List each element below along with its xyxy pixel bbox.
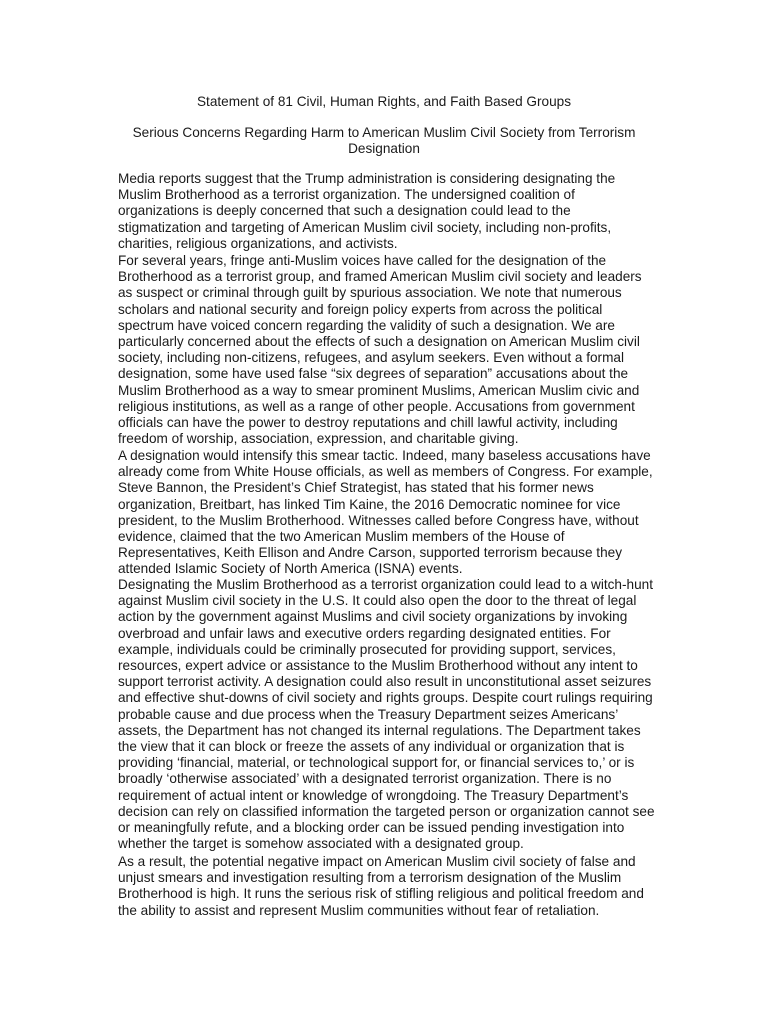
paragraph-2: For several years, fringe anti-Muslim voices have called for the designation of the Brotherhood as a terrorist group, and framed American Muslim civil society and leaders as suspect or criminal through guilt by spurious association. We note that numerous scholars and national security and foreign policy experts from across the political spectrum have voiced concern regarding the validity of such a designation. We are particularly concerned about the effects of such a designation on American Muslim civil society, including non-citizens, refugees, and asylum seekers. Even without a formal designation, some have used false “six degrees of separation” accusations about the Muslim Brotherhood as a way to smear prominent Muslims, American Muslim civic and religious institutions, as well as a range of other people. Accusations from government officials can have the power to destroy reputations and chill lawful activity, including freedom of worship, association, expression, and charitable giving. xyxy=(118,253,642,447)
document-title: Statement of 81 Civil, Human Rights, and Faith Based Groups xyxy=(196,94,571,109)
paragraph-3: A designation would intensify this smear tactic. Indeed, many baseless accusations have already come from White House officials, as well as members of Congress. For example, Steve Bannon, the President’s Chief Strategist, has stated that his former news organization, Breitbart, has linked Tim Kaine, the 2016 Democratic nominee for vice president, to the Muslim Brotherhood. Witnesses called before Congress have, without evidence, claimed that the two American Muslim members of the House of Representatives, Keith Ellison and Andre Carson, supported terrorism because they attended Islamic Society of North America (ISNA) events. xyxy=(118,448,653,577)
paragraph-4: Designating the Muslim Brotherhood as a terrorist organization could lead to a witch-hunt against Muslim civil society in the U.S. It could also open the door to the threat of legal action by the government against Muslims and civil society organizations by invoking overbroad and unfair laws and executive orders regarding designated entities. For example, individuals could be criminally prosecuted for providing support, services, resources, expert advice or assistance to the Muslim Brotherhood without any intent to support terrorist activity. A designation could also result in unconstitutional asset seizures and effective shut-downs of civil society and rights groups. Despite court rulings requiring probable cause and due process when the Treasury Department seizes Americans’ assets, the Department has not changed its internal regulations. The Department takes the view that it can block or freeze the assets of any individual or organization that is providing ‘financial, material, or technological support for, or financial services to,’ or is broadly ‘otherwise associated’ with a designated terrorist organization. There is no requirement of actual intent or knowledge of wrongdoing. The Treasury Department’s decision can rely on classified information the targeted person or organization cannot see or meaningfully refute, and a blocking order can be issued pending investigation into whether the target is somehow associated with a designated group. xyxy=(118,577,655,852)
document-subtitle: Serious Concerns Regarding Harm to American Muslim Civil Society from Terrorism Designation xyxy=(132,125,636,157)
paragraph-5: As a result, the potential negative impact on American Muslim civil society of false and unjust smears and investigation resulting from a terrorism designation of the Muslim Brotherhood is high. It runs the serious risk of stifling religious and political freedom and the ability to assist and represent Muslim communities without fear of retaliation. xyxy=(118,854,644,918)
paragraph-1: Media reports suggest that the Trump administration is considering designating the Muslim Brotherhood as a terrorist organization. The undersigned coalition of organizations is deeply concerned that such a designation could lead to the stigmatization and targeting of American Muslim civil society, including non-profits, charities, religious organizations, and activists. xyxy=(118,171,616,251)
